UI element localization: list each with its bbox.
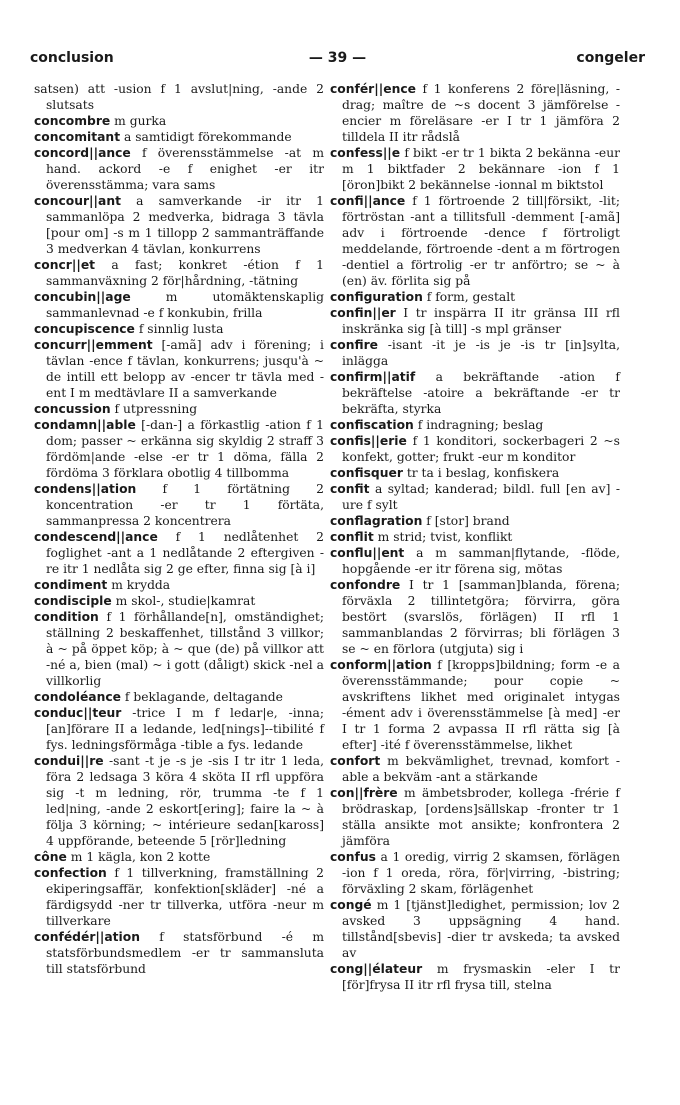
entry-definition: tr ta i beslag, konfiskera — [406, 466, 560, 480]
guide-word-left: conclusion — [30, 50, 114, 66]
dictionary-entry — [330, 529, 620, 545]
entry-definition: a syltad; kanderad; bildl. full [en av] -ure f sylt — [342, 482, 620, 512]
entry-definition: I tr 1 [samman]blanda, förena; förväxla 2 tillintetgöra; förvirra, göra bestört (svarslös, förlägen) II rfl 1 sammanblandas 2 förvirras; bli förlägen 3 se ~ en förlora (utgjuta) sig i — [342, 578, 620, 656]
dictionary-entry — [34, 81, 324, 113]
dictionary-entry — [34, 193, 324, 257]
entry-definition: -isant -it je -is je -is tr [in]sylta, inlägga — [342, 338, 620, 368]
entry-definition: f 1 tillverkning, framställning 2 ekiperingsaffär, konfektion[skläder] -né a färdigsydd -ner tr tillverka, utföra -neur m tillverkare — [46, 866, 324, 928]
entry-definition: f 1 förtätning 2 koncentration -er tr 1 förtäta, sammanpressa 2 koncentrera — [46, 482, 324, 528]
entry-definition: f indragning; beslag — [417, 418, 544, 432]
dictionary-entry — [34, 849, 324, 865]
entry-definition: m 1 [tjänst]ledighet, permission; lov 2 avsked 3 uppsägning 4 hand. tillstånd[sbevis] -dier tr avskeda; ta avsked av — [342, 898, 620, 960]
dictionary-entry — [34, 417, 324, 481]
dictionary-entry — [330, 369, 620, 417]
dictionary-entry — [330, 305, 620, 337]
entry-headword: condui||re — [34, 754, 104, 768]
entry-definition: f statsförbund -é m statsförbundsmedlem -er tr sammansluta till statsförbund — [46, 930, 324, 976]
entry-headword: condoléance — [34, 690, 121, 704]
page-number: — 39 — — [308, 50, 367, 66]
entry-headword: confirm||atif — [330, 370, 416, 384]
page-header — [30, 50, 645, 68]
entry-definition: a fast; konkret -étion f 1 sammanväxning 2 för|hårdning, -tätning — [46, 258, 324, 288]
entry-headword: condition — [34, 610, 99, 624]
entry-headword: confort — [330, 754, 381, 768]
entry-definition: f 1 förtroende 2 till|försikt, -lit; förtröstan -ant a tillitsfull -demment [-amã] adv i förtroende -dence f förtroligt meddelande, förtroende -dent a m förtrogen -dentiel a förtrolig -er tr anförtro; se ~ à (en) äv. förlita sig på — [342, 194, 620, 288]
entry-definition: a samtidigt förekommande — [124, 130, 292, 144]
dictionary-entry — [330, 337, 620, 369]
dictionary-entry — [330, 513, 620, 529]
entry-headword: configuration — [330, 290, 423, 304]
entry-definition: I tr inspärra II itr gränsa III rfl inskränka sig [à till] -s mpl gränser — [342, 306, 620, 336]
entry-headword: conflit — [330, 530, 374, 544]
entry-headword: concurr||emment — [34, 338, 153, 352]
entry-definition: m utomäktenskaplig sammanlevnad -e f konkubin, frilla — [46, 290, 324, 320]
right-column — [330, 81, 620, 993]
dictionary-entry — [34, 753, 324, 849]
dictionary-entry — [34, 865, 324, 929]
entry-headword: confisquer — [330, 466, 403, 480]
dictionary-entry — [330, 897, 620, 961]
entry-headword: confin||er — [330, 306, 396, 320]
entry-headword: confiscation — [330, 418, 414, 432]
entry-definition: f 1 förhållande[n], omständighet; ställning 2 beskaffenhet, tillstånd 3 villkor; à ~ på öppet köp; à ~ que (de) på villkor att -né a, bien (mal) ~ i gott (dåligt) skick -nel a villkorlig — [46, 610, 324, 688]
entry-headword: condescend||ance — [34, 530, 158, 544]
entry-definition: m gurka — [114, 114, 167, 128]
entry-headword: concupiscence — [34, 322, 135, 336]
dictionary-entry — [34, 129, 324, 145]
entry-definition: f 1 konditori, sockerbageri 2 ~s konfekt, gotter; frukt -eur m konditor — [342, 434, 620, 464]
entry-definition: satsen) att -usion f 1 avslut|ning, -ande 2 slutsats — [34, 82, 324, 112]
entry-headword: condiment — [34, 578, 108, 592]
dictionary-entry — [330, 465, 620, 481]
dictionary-entry — [34, 689, 324, 705]
dictionary-entry — [330, 657, 620, 753]
entry-definition: f form, gestalt — [426, 290, 516, 304]
dictionary-entry — [330, 849, 620, 897]
dictionary-entry — [330, 961, 620, 993]
dictionary-entry — [34, 145, 324, 193]
entry-headword: confi||ance — [330, 194, 406, 208]
dictionary-entry — [34, 337, 324, 401]
entry-headword: concubin||age — [34, 290, 131, 304]
dictionary-entry — [330, 577, 620, 657]
entry-definition: f 1 nedlåtenhet 2 foglighet -ant a 1 nedlåtande 2 eftergiven -re itr 1 nedlåta sig 2 ge efter, finna sig [à i] — [46, 530, 324, 576]
dictionary-entry — [330, 481, 620, 513]
entry-definition: m strid; tvist, konflikt — [377, 530, 513, 544]
dictionary-entry — [330, 433, 620, 465]
entry-headword: congé — [330, 898, 372, 912]
dictionary-entry — [34, 529, 324, 577]
entry-definition: f bikt -er tr 1 bikta 2 bekänna -eur m 1 biktfader 2 bekännare -ion f 1 [öron]bikt 2 bekännelse -ionnal m biktstol — [342, 146, 620, 192]
entry-definition: -trice I m f ledar|e, -inna; [an]förare II a ledande, led[nings]--tibilité f fys. ledningsförmåga -tible a fys. ledande — [46, 706, 324, 752]
entry-headword: condisciple — [34, 594, 112, 608]
dictionary-entry — [34, 289, 324, 321]
entry-headword: confédér||ation — [34, 930, 140, 944]
entry-headword: concord||ance — [34, 146, 131, 160]
entry-definition: [-amã] adv i förening; i tävlan -ence f tävlan, konkurrens; jusqu'à ~ de intill ett belopp av -encer tr tävla med -ent I m medtävlare II a samverkande — [46, 338, 324, 400]
dictionary-entry — [34, 929, 324, 977]
dictionary-entry — [34, 577, 324, 593]
entry-definition: a samverkande -ir itr 1 sammanlöpa 2 medverka, bidraga 3 tävla [pour om] -s m 1 tillopp 2 sammanträffande 3 medverkan 4 tävlan, konkurrens — [46, 194, 324, 256]
entry-headword: conform||ation — [330, 658, 432, 672]
entry-headword: confess||e — [330, 146, 401, 160]
dictionary-entry — [34, 321, 324, 337]
entry-headword: cong||élateur — [330, 962, 423, 976]
entry-definition: -sant -t je -s je -sis I tr itr 1 leda, föra 2 ledsaga 3 köra 4 sköta II rfl uppföra sig -t m ledning, rör, trumma -te f 1 led|ning, -ande 2 eskort[ering]; faire la ~ à följa 3 körning; ~ intérieure sedan[kaross] 4 uppförande, beteende 5 [rör]ledning — [46, 754, 324, 848]
entry-definition: a 1 oredig, virrig 2 skamsen, förlägen -ion f 1 oreda, röra, för|virring, -bistring; förväxling 2 skam, förlägenhet — [342, 850, 620, 896]
entry-definition: f 1 konferens 2 före|läsning, -drag; maître de ~s docent 3 jämförelse -encier m föreläsare -er I tr 1 jämföra 2 tilldela II itr rådslå — [342, 82, 620, 144]
guide-word-right: congeler — [576, 50, 645, 66]
dictionary-entry — [34, 705, 324, 753]
entry-definition: f beklagande, deltagande — [124, 690, 283, 704]
entry-headword: confire — [330, 338, 379, 352]
entry-headword: conflu||ent — [330, 546, 405, 560]
entry-definition: m bekvämlighet, trevnad, komfort -able a bekväm -ant a stärkande — [342, 754, 620, 784]
entry-headword: conflagration — [330, 514, 423, 528]
entry-headword: concombre — [34, 114, 111, 128]
dictionary-entry — [34, 609, 324, 689]
left-column — [34, 81, 324, 977]
dictionary-entry — [330, 753, 620, 785]
entry-definition: a m samman|flytande, -flöde, hopgående -er itr förena sig, mötas — [342, 546, 620, 576]
entry-definition: m frysmaskin -eler I tr [för]frysa II itr rfl frysa till, stelna — [342, 962, 620, 992]
entry-definition: f [kropps]bildning; form -e a överensstämmande; pour copie ~ avskriftens likhet med originalet intygas -ément adv i överensstämmelse [à med] -er I tr 1 forma 2 avpassa II rfl rätta sig [à efter] -ité f överensstämmelse, likhet — [342, 658, 620, 752]
entry-definition: a bekräftande -ation f bekräftelse -atoire a bekräftande -er tr bekräfta, styrka — [342, 370, 620, 416]
dictionary-entry — [330, 785, 620, 849]
entry-headword: confis||erie — [330, 434, 407, 448]
entry-headword: confondre — [330, 578, 401, 592]
dictionary-entry — [34, 593, 324, 609]
entry-headword: con||frère — [330, 786, 398, 800]
entry-headword: concussion — [34, 402, 111, 416]
entry-definition: m 1 kägla, kon 2 kotte — [70, 850, 211, 864]
entry-headword: confér||ence — [330, 82, 416, 96]
entry-headword: confus — [330, 850, 376, 864]
entry-definition: m ämbetsbroder, kollega -frérie f brödraskap, [ordens]sällskap -fronter tr 1 ställa ansikte mot ansikte; konfrontera 2 jämföra — [342, 786, 620, 848]
entry-definition: f [stor] brand — [426, 514, 510, 528]
entry-headword: concour||ant — [34, 194, 121, 208]
entry-definition: m skol-, studie|kamrat — [115, 594, 256, 608]
dictionary-entry — [330, 545, 620, 577]
entry-headword: condamn||able — [34, 418, 136, 432]
dictionary-entry — [330, 81, 620, 145]
entry-definition: f överensstämmelse -at m hand. ackord -e f enighet -er itr överensstämma; vara sams — [46, 146, 324, 192]
entry-definition: f utpressning — [114, 402, 198, 416]
entry-headword: cône — [34, 850, 67, 864]
entry-definition: f sinnlig lusta — [138, 322, 224, 336]
entry-headword: concomitant — [34, 130, 121, 144]
dictionary-entry — [330, 417, 620, 433]
dictionary-entry — [34, 481, 324, 529]
dictionary-entry — [34, 401, 324, 417]
dictionary-entry — [330, 145, 620, 193]
entry-headword: confection — [34, 866, 107, 880]
entry-headword: concr||et — [34, 258, 96, 272]
dictionary-entry — [34, 113, 324, 129]
entry-definition: m krydda — [111, 578, 171, 592]
dictionary-entry — [34, 257, 324, 289]
entry-headword: conduc||teur — [34, 706, 122, 720]
dictionary-entry — [330, 289, 620, 305]
entry-headword: condens||ation — [34, 482, 137, 496]
dictionary-entry — [330, 193, 620, 289]
entry-headword: confit — [330, 482, 370, 496]
entry-definition: [-dan-] a förkastlig -ation f 1 dom; passer ~ erkänna sig skyldig 2 straff 3 fördöm|ande -else -er tr 1 döma, fälla 2 fördöma 3 förklara obotlig 4 tillbomma — [46, 418, 324, 480]
